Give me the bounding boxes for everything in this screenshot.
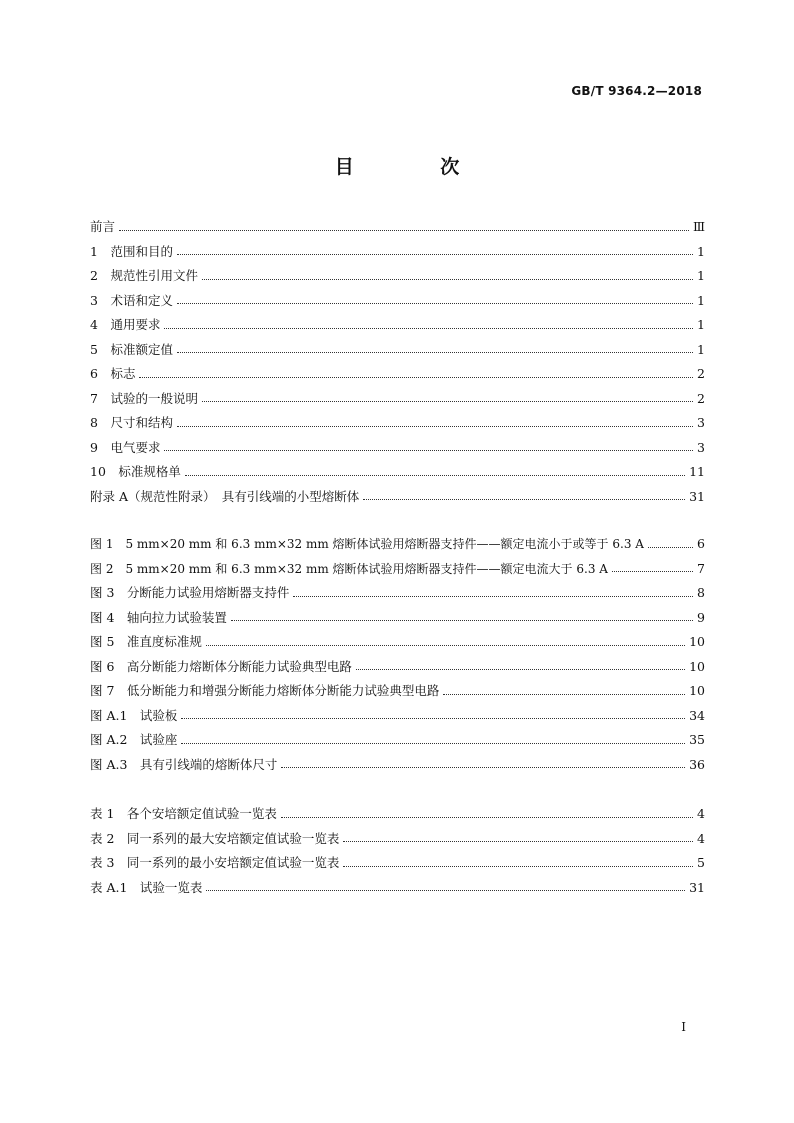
toc-entry-page: 1	[697, 317, 705, 332]
toc-entry-page: Ⅲ	[692, 219, 705, 234]
toc-entry[interactable]	[90, 679, 705, 704]
toc-entry[interactable]	[90, 606, 705, 631]
toc-dot-leader	[648, 547, 693, 548]
toc-entry-page: 10	[689, 658, 705, 674]
toc-entry[interactable]	[90, 436, 705, 461]
toc-dot-leader	[181, 743, 685, 744]
toc-dot-leader	[181, 718, 685, 719]
toc-entry[interactable]	[90, 387, 705, 412]
toc-entry-label: 图 A.1 试验板	[90, 707, 178, 723]
toc-entry-label: 3 术语和定义	[90, 292, 173, 308]
toc-entry-label: 表 3 同一系列的最小安培额定值试验一览表	[90, 855, 340, 870]
toc-dot-leader	[164, 328, 693, 329]
toc-dot-leader	[177, 254, 693, 255]
toc-entry[interactable]	[90, 338, 705, 363]
toc-dot-leader	[443, 694, 685, 695]
toc-entry-page: 31	[689, 879, 705, 895]
toc-entry-label: 附录 A（规范性附录） 具有引线端的小型熔断体	[90, 488, 360, 504]
toc-entry-page: 2	[697, 366, 705, 381]
toc-entry[interactable]	[90, 728, 705, 753]
toc-entry-page: 3	[697, 439, 705, 455]
toc-dot-leader	[177, 426, 693, 427]
toc-entry-page: 2	[697, 390, 705, 406]
toc-dot-leader	[202, 401, 693, 402]
toc-dot-leader	[356, 669, 685, 670]
toc-entry-page: 11	[689, 464, 705, 479]
toc-dot-leader	[612, 571, 693, 572]
toc-dot-leader	[363, 499, 685, 500]
toc-entry-page: 8	[697, 585, 705, 600]
toc-entry-label: 8 尺寸和结构	[90, 415, 173, 430]
toc-entry-page: 3	[697, 415, 705, 430]
document-code: GB/T 9364.2—2018	[571, 84, 702, 98]
toc-dot-leader	[343, 841, 693, 842]
toc-entry-label: 4 通用要求	[90, 317, 161, 332]
toc-entry-page: 10	[689, 634, 705, 649]
toc-entry[interactable]	[90, 876, 705, 901]
toc-entry-label: 图 A.2 试验座	[90, 732, 178, 747]
toc-entry[interactable]	[90, 264, 705, 289]
toc-dot-leader	[177, 352, 693, 353]
toc-dot-leader	[281, 767, 685, 768]
toc-entry-page: 34	[689, 707, 705, 723]
toc-entry[interactable]	[90, 362, 705, 387]
toc-entry[interactable]	[90, 581, 705, 606]
toc-dot-leader	[281, 817, 693, 818]
toc-entry-label: 表 A.1 试验一览表	[90, 879, 203, 895]
toc-dot-leader	[185, 475, 685, 476]
toc-dot-leader	[206, 645, 685, 646]
toc-entry[interactable]	[90, 851, 705, 876]
toc-entry-page: 4	[697, 806, 705, 821]
toc-dot-leader	[293, 596, 693, 597]
toc-dot-leader	[343, 866, 693, 867]
toc-entry-page: 35	[689, 732, 705, 747]
toc-entry-page: 7	[697, 560, 705, 576]
toc-entry-label: 7 试验的一般说明	[90, 390, 198, 406]
toc-entry-page: 4	[697, 830, 705, 846]
toc-dot-leader	[119, 230, 689, 231]
toc-entry[interactable]	[90, 485, 705, 510]
toc-entry[interactable]	[90, 802, 705, 827]
toc-entry-label: 6 标志	[90, 366, 136, 381]
toc-entry-page: 1	[697, 243, 705, 259]
toc-entry-page: 31	[689, 488, 705, 504]
toc-entry[interactable]	[90, 460, 705, 485]
toc-entry-label: 2 规范性引用文件	[90, 268, 198, 283]
toc-entry-label: 图 7 低分断能力和增强分断能力熔断体分断能力试验典型电路	[90, 683, 440, 698]
toc-dot-leader	[206, 890, 685, 891]
toc-dot-leader	[202, 279, 693, 280]
toc-entry-page: 1	[697, 341, 705, 357]
toc-entry-page: 6	[697, 536, 705, 551]
toc-entry-label: 表 1 各个安培额定值试验一览表	[90, 806, 277, 821]
toc-entry-label: 图 1 5 mm×20 mm 和 6.3 mm×32 mm 熔断体试验用熔断器支持件——额定电流小于或等于 6.3 A	[90, 537, 644, 551]
page-number: I	[681, 1020, 686, 1034]
toc-entry[interactable]	[90, 655, 705, 680]
toc-entry[interactable]	[90, 753, 705, 778]
toc-entry-label: 5 标准额定值	[90, 341, 173, 357]
toc-entry[interactable]	[90, 630, 705, 655]
toc-entry-page: 5	[697, 855, 705, 870]
toc-entry-label: 1 范围和目的	[90, 243, 173, 259]
toc-section-figures	[90, 532, 705, 777]
toc-entry-label: 图 2 5 mm×20 mm 和 6.3 mm×32 mm 熔断体试验用熔断器支持件——额定电流大于 6.3 A	[90, 561, 608, 576]
toc-entry[interactable]	[90, 557, 705, 582]
toc-entry-page: 1	[697, 268, 705, 283]
toc-entry-page: 9	[697, 609, 705, 625]
toc-entry-page: 1	[697, 292, 705, 308]
toc-entry-label: 图 A.3 具有引线端的熔断体尺寸	[90, 756, 278, 772]
toc-dot-leader	[164, 450, 693, 451]
toc-entry[interactable]	[90, 827, 705, 852]
toc-entry-label: 图 6 高分断能力熔断体分断能力试验典型电路	[90, 658, 352, 674]
toc-dot-leader	[139, 377, 693, 378]
toc-entry-label: 图 5 准直度标准规	[90, 634, 202, 649]
toc-entry-label: 图 3 分断能力试验用熔断器支持件	[90, 585, 290, 600]
toc-dot-leader	[177, 303, 693, 304]
toc-entry[interactable]	[90, 532, 705, 557]
toc-entry-page: 10	[689, 683, 705, 698]
toc-entry[interactable]	[90, 704, 705, 729]
toc-section-tables	[90, 802, 705, 900]
toc-entry[interactable]	[90, 289, 705, 314]
toc-entry-label: 10 标准规格单	[90, 464, 181, 479]
toc-entry[interactable]	[90, 411, 705, 436]
toc-entry-label: 图 4 轴向拉力试验装置	[90, 609, 227, 625]
toc-entry[interactable]	[90, 313, 705, 338]
toc-entry-label: 表 2 同一系列的最大安培额定值试验一览表	[90, 830, 340, 846]
toc-entry-label: 9 电气要求	[90, 439, 161, 455]
toc-dot-leader	[231, 620, 693, 621]
toc-entry-label: 前言	[90, 219, 116, 234]
toc-entry[interactable]	[90, 215, 705, 240]
toc-entry[interactable]	[90, 240, 705, 265]
toc-title: 目 次	[334, 156, 500, 178]
toc-entry-page: 36	[689, 756, 705, 772]
toc-section-main	[90, 215, 705, 509]
